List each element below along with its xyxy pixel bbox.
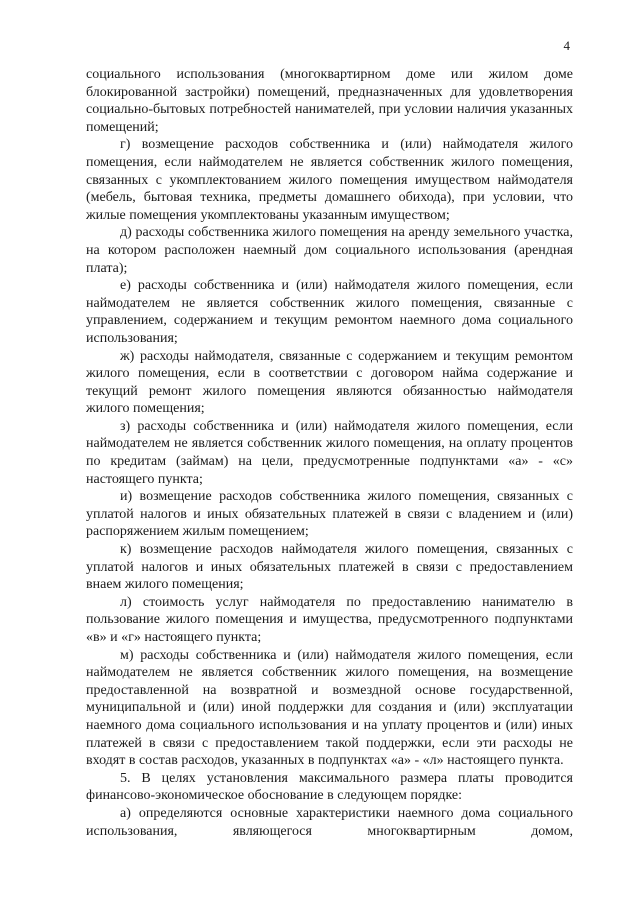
paragraph-item-k: к) возмещение расходов наймодателя жилого помещения, связанных с уплатой налогов и иных обязательных платежей в связи с предоставлением внаем жилого помещения; xyxy=(86,542,573,593)
paragraph-continuation: социального использования (многоквартирном доме или жилом доме блокированной застройки) помещений, предназначенных для удовлетворения социально-бытовых потребностей нанимателей, при условии наличия указанных помещений; xyxy=(86,67,573,135)
paragraph-clause-5-a: а) определяются основные характеристики наемного дома социального использования, являющегося многоквартирным домом, xyxy=(86,805,573,839)
paragraph-item-d: д) расходы собственника жилого помещения на аренду земельного участка, на котором расположен наемный дом социального использования (арендная плата); xyxy=(86,225,573,276)
document-body xyxy=(86,66,573,840)
paragraph-item-z: з) расходы собственника и (или) наймодателя жилого помещения, если наймодателем не является собственник жилого помещения, на оплату процентов по кредитам (займам) на цели, предусмотренные подпунктами «а» - «с» настоящего пункта; xyxy=(86,418,573,487)
paragraph-item-m: м) расходы собственника и (или) наймодателя жилого помещения, если наймодателем не является собственник жилого помещения, на возмещение предоставленной на возвратной и возмездной основе государственной, муниципальной и (или) иной поддержки для создания и (или) эксплуатации наемного дома социального использования и на уплату процентов и (или) иных платежей в связи с предоставлением такой поддержки, если эти расходы не входят в состав расходов, указанных в подпунктах «а» - «л» настоящего пункта. xyxy=(86,647,573,769)
paragraph-item-i: и) возмещение расходов собственника жилого помещения, связанных с уплатой налогов и иных обязательных платежей в связи с владением и (или) распоряжением жилым помещением; xyxy=(86,489,573,540)
paragraph-clause-5: 5. В целях установления максимального размера платы проводится финансово-экономическое обоснование в следующем порядке: xyxy=(86,770,573,804)
page-number: 4 xyxy=(563,38,570,53)
paragraph-item-g: г) возмещение расходов собственника и (или) наймодателя жилого помещения, если наймодателем не является собственник жилого помещения, связанных с укомплектованием жилого помещения имуществом наймодателя (мебель, бытовая техника, предметы домашнего обихода), при условии, что жилые помещения укомплектованы указанным имуществом; xyxy=(86,137,573,223)
paragraph-item-zh: ж) расходы наймодателя, связанные с содержанием и текущим ремонтом жилого помещения, если в соответствии с договором найма содержание и текущий ремонт жилого помещения являются обязанностью наймодателя жилого помещения; xyxy=(86,348,573,417)
paragraph-item-l: л) стоимость услуг наймодателя по предоставлению нанимателю в пользование жилого помещения и имущества, предусмотренного подпунктами «в» и «г» настоящего пункта; xyxy=(86,594,573,645)
paragraph-item-e: е) расходы собственника и (или) наймодателя жилого помещения, если наймодателем не является собственник жилого помещения, связанные с управлением, содержанием и текущим ремонтом наемного дома социального использования; xyxy=(86,278,573,346)
